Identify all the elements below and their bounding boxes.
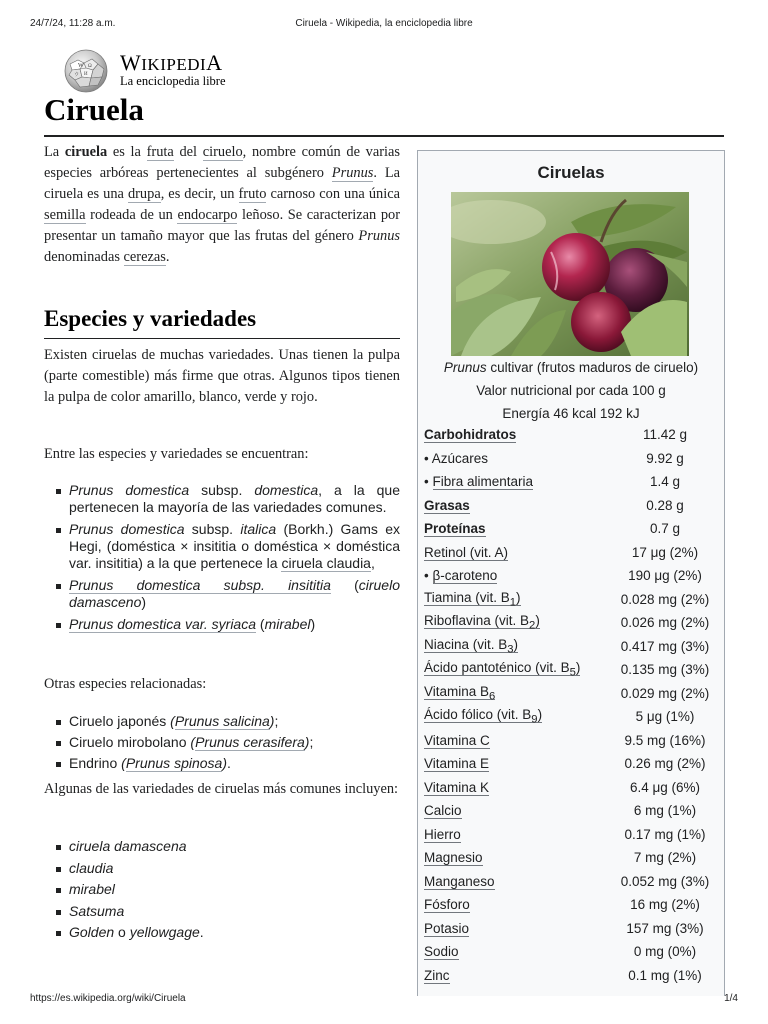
common-varieties-list <box>44 838 400 946</box>
print-datetime: 24/7/24, 11:28 a.m. <box>30 18 116 29</box>
table-row: Manganeso 0.052 mg (3%) <box>424 873 710 889</box>
infobox-title: Ciruelas <box>537 163 605 182</box>
table-row: Vitamina $B_6$ 0.029 mg (2%) <box>424 683 710 703</box>
link-ciruelo[interactable]: ciruelo <box>202 144 243 160</box>
list-item: mirabel <box>44 881 400 898</box>
svg-text:И: И <box>84 72 88 77</box>
table-row: Carbohidratos 11.42 g <box>424 427 688 443</box>
link-fruta[interactable]: fruta <box>146 144 174 160</box>
link-prunus-cerasifera[interactable]: Prunus cerasifera <box>195 734 305 750</box>
species-intro: Entre las especies y variedades se encuentran: <box>44 446 309 462</box>
table-row: Ácido pantoténico (vit. $B_5$) 0.135 mg (3%) <box>424 660 710 680</box>
list-item: Prunus domestica subsp. italica (Borkh.) Gams ex Hegi, (doméstica × insititia o doméstica × doméstica var. insititia) a la que pertenece la ciruela claudia, <box>44 521 400 572</box>
list-item: Ciruelo mirobolano (Prunus cerasifera); <box>44 734 400 751</box>
link-potasio[interactable]: Potasio <box>424 920 470 936</box>
link-proteinas[interactable]: Proteínas <box>424 521 486 537</box>
list-item: Prunus domestica subsp. insititia (ciruelo damasceno) <box>44 577 400 611</box>
link-magnesio[interactable]: Magnesio <box>424 850 483 866</box>
link-vitamina-e[interactable]: Vitamina E <box>424 756 490 772</box>
link-prunus-salicina[interactable]: Prunus salicina <box>174 713 270 729</box>
table-row: Sodio 0 mg (0%) <box>424 944 697 960</box>
link-beta-caroteno[interactable]: β-caroteno <box>432 568 498 584</box>
list-item: Endrino (Prunus spinosa). <box>44 755 400 772</box>
table-row: Zinc 0.1 mg (1%) <box>424 967 702 983</box>
table-row: Calcio 6 mg (1%) <box>424 803 697 819</box>
link-hierro[interactable]: Hierro <box>424 826 461 842</box>
table-row: Potasio 157 mg (3%) <box>424 920 704 936</box>
table-row: • β-caroteno 190 μg (2%) <box>424 568 702 584</box>
link-zinc[interactable]: Zinc <box>424 967 450 983</box>
nutrition-table <box>423 423 719 987</box>
link-fosforo[interactable]: Fósforo <box>424 897 470 913</box>
link-vitamina-k[interactable]: Vitamina K <box>424 779 490 795</box>
table-row: Vitamina K 6.4 μg (6%) <box>424 779 701 795</box>
table-row: Tiamina (vit. $B_1$) 0.028 mg (2%) <box>424 589 710 609</box>
table-row: Vitamina C 9.5 mg (16%) <box>424 732 706 748</box>
link-manganeso[interactable]: Manganeso <box>424 873 495 889</box>
svg-text:W: W <box>78 63 84 69</box>
table-row: Fósforo 16 mg (2%) <box>424 897 700 913</box>
link-sodio[interactable]: Sodio <box>424 944 459 960</box>
related-intro: Otras especies relacionadas: <box>44 676 207 692</box>
link-grasas[interactable]: Grasas <box>424 497 470 513</box>
table-row: Hierro 0.17 mg (1%) <box>424 826 706 842</box>
link-endocarpo[interactable]: endocarpo <box>177 207 238 223</box>
link-ciruela-claudia[interactable]: ciruela claudia <box>281 555 371 571</box>
list-item: Golden o yellowgage. <box>44 924 400 941</box>
article-title: Ciruela <box>44 92 144 127</box>
title-underline <box>44 135 724 137</box>
link-fibra-alimentaria[interactable]: Fibra alimentaria <box>432 474 534 490</box>
link-acido-pantotenico[interactable]: Ácido pantoténico (vit. $B_5$) <box>424 660 581 680</box>
infobox-caption <box>418 356 724 425</box>
print-page-title: Ciruela - Wikipedia, la enciclopedia libre <box>295 18 473 29</box>
wikipedia-logo[interactable] <box>62 46 242 94</box>
table-row: Retinol (vit. A) 17 μg (2%) <box>424 544 699 560</box>
species-list <box>44 482 400 638</box>
link-calcio[interactable]: Calcio <box>424 803 462 819</box>
link-drupa[interactable]: drupa <box>127 186 161 202</box>
energy-line: Energía 46 kcal 192 kJ <box>502 406 640 421</box>
list-item: ciruela damascena <box>44 838 400 855</box>
link-acido-folico[interactable]: Ácido fólico (vit. $B_9$) <box>424 707 543 727</box>
related-list <box>44 713 400 776</box>
link-niacina[interactable]: Niacina (vit. $B_3$) <box>424 636 519 656</box>
print-url: https://es.wikipedia.org/wiki/Ciruela <box>30 993 186 1004</box>
print-page-count: 1/4 <box>724 993 738 1004</box>
wikipedia-globe-icon <box>62 46 110 94</box>
list-item: Prunus domestica subsp. domestica, a la que pertenecen la mayoría de las variedades comunes. <box>44 482 400 516</box>
table-row: Proteínas 0.7 g <box>424 521 681 537</box>
svg-text:Ω: Ω <box>88 64 92 69</box>
section-heading: Especies y variedades <box>44 306 257 331</box>
plum-photo[interactable] <box>451 192 689 356</box>
section-underline <box>44 338 400 339</box>
link-retinol[interactable]: Retinol (vit. A) <box>424 544 509 560</box>
image-caption: Prunus cultivar (frutos maduros de ciruelo) <box>443 360 699 375</box>
link-carbohidratos[interactable]: Carbohidratos <box>424 427 517 443</box>
link-prunus-spinosa[interactable]: Prunus spinosa <box>125 755 223 771</box>
table-row: Magnesio 7 mg (2%) <box>424 850 697 866</box>
common-intro: Algunas de las variedades de ciruelas más comunes incluyen: <box>44 781 399 797</box>
link-cerezas[interactable]: cerezas <box>123 249 166 265</box>
table-row: • Azúcares 9.92 g <box>424 450 684 466</box>
link-fruto[interactable]: fruto <box>238 186 267 202</box>
table-row: Ácido fólico (vit. $B_9$) 5 μg (1%) <box>424 707 695 727</box>
link-semilla[interactable]: semilla <box>44 207 86 223</box>
link-riboflavina[interactable]: Riboflavina (vit. $B_2$) <box>424 613 540 633</box>
list-item: claudia <box>44 860 400 877</box>
link-vitamina-b6[interactable]: Vitamina $B_6$ <box>424 683 496 703</box>
table-row: • Fibra alimentaria 1.4 g <box>424 474 681 490</box>
svg-text:ウ: ウ <box>74 73 80 78</box>
nutrition-caption: Valor nutricional por cada 100 g <box>476 383 666 398</box>
wikipedia-tagline: La enciclopedia libre <box>120 74 226 88</box>
infobox <box>417 150 725 996</box>
wikipedia-wordmark: WIKIPEDIA <box>120 50 223 75</box>
link-vitamina-c[interactable]: Vitamina C <box>424 732 490 748</box>
list-item: Prunus domestica var. syriaca (mirabel) <box>44 616 400 633</box>
table-row: Riboflavina (vit. $B_2$) 0.026 mg (2%) <box>424 613 710 633</box>
table-row: Vitamina E 0.26 mg (2%) <box>424 756 706 772</box>
lead-paragraph: La ciruela es la fruta del ciruelo, nombre común de varias especies arbóreas pertenecientes al subgénero Prunus. La ciruela es una drupa, es decir, un fruto carnoso con una única semilla rodeada de un endocarpo leñoso. Se caracterizan por presentar un tamaño mayor que las frutas del género Prunus denominadas cerezas. <box>44 144 401 265</box>
link-insititia[interactable]: Prunus domestica subsp. insititia <box>69 577 331 593</box>
varieties-paragraph: Existen ciruelas de muchas variedades. Unas tienen la pulpa (parte comestible) más firme que otras. Algunos tipos tienen la pulpa de color amarillo, blanco, verde y rojo. <box>44 347 400 405</box>
link-tiamina[interactable]: Tiamina (vit. $B_1$) <box>424 589 521 609</box>
table-row: Grasas 0.28 g <box>424 497 684 513</box>
list-item: Satsuma <box>44 903 400 920</box>
list-item: Ciruelo japonés (Prunus salicina); <box>44 713 400 730</box>
table-row: Niacina (vit. $B_3$) 0.417 mg (3%) <box>424 636 710 656</box>
link-prunus[interactable]: Prunus <box>331 165 374 181</box>
link-syriaca[interactable]: Prunus domestica var. syriaca <box>69 616 256 632</box>
